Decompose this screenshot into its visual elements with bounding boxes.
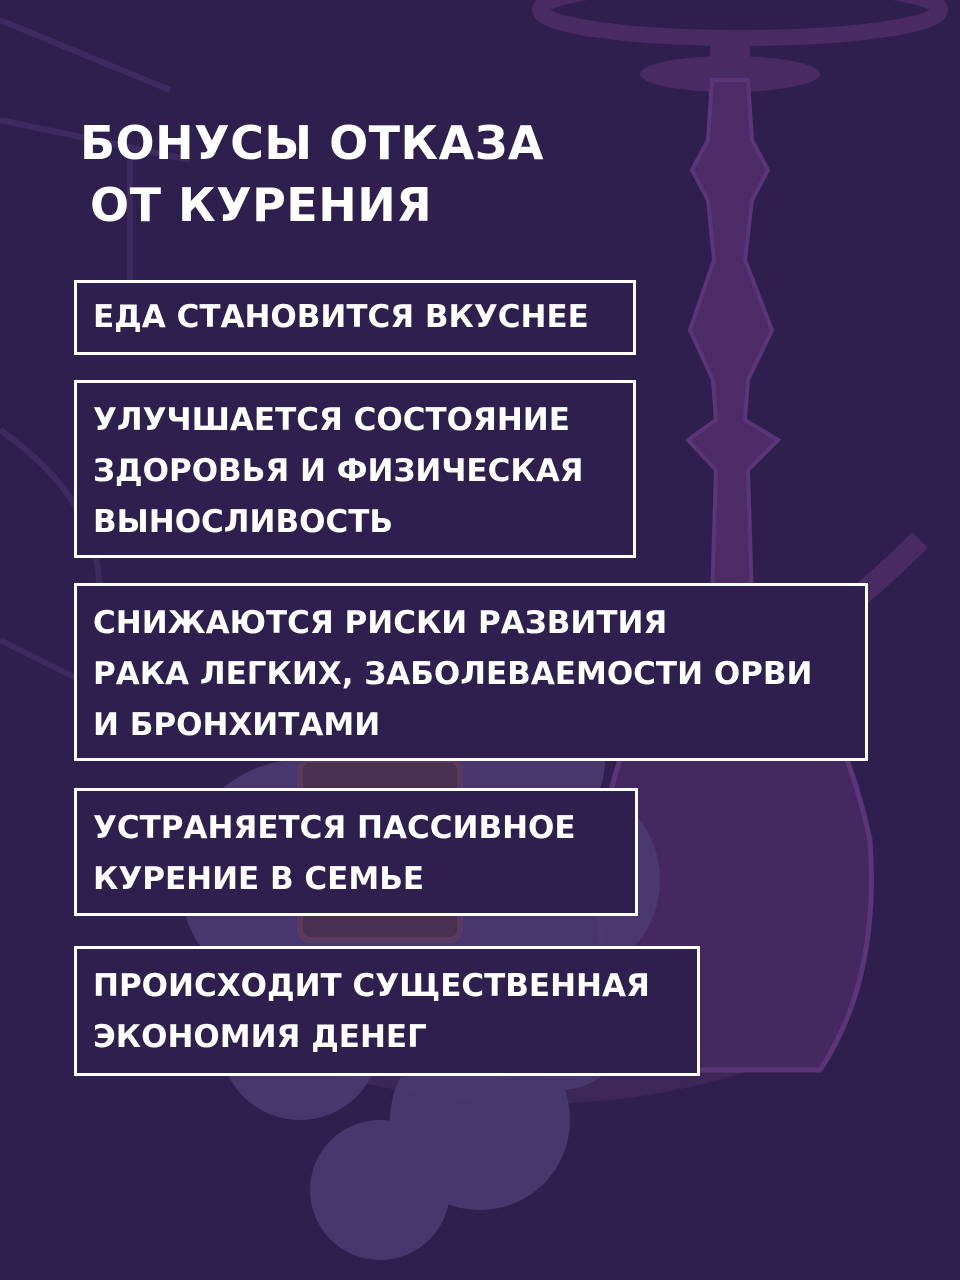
benefit-box-passive-smoking [74, 788, 638, 916]
title-line-1: БОНУСЫ ОТКАЗА [80, 116, 545, 170]
benefit-box-risks [74, 583, 868, 761]
benefit-box-taste [74, 280, 636, 355]
benefit-box-health [74, 380, 636, 558]
benefit-text: УСТРАНЯЕТСЯ ПАССИВНОЕ КУРЕНИЕ В СЕМЬЕ [93, 810, 576, 897]
title-line-2: ОТ КУРЕНИЯ [90, 178, 433, 232]
benefit-box-savings [74, 946, 700, 1076]
benefit-text: УЛУЧШАЕТСЯ СОСТОЯНИЕ ЗДОРОВЬЯ И ФИЗИЧЕСКАЯ ВЫНОСЛИВОСТЬ [93, 402, 584, 540]
benefit-text: ПРОИСХОДИТ СУЩЕСТВЕННАЯ ЭКОНОМИЯ ДЕНЕГ [93, 968, 650, 1055]
benefit-text: СНИЖАЮТСЯ РИСКИ РАЗВИТИЯ РАКА ЛЕГКИХ, ЗАБОЛЕВАЕМОСТИ ОРВИ И БРОНХИТАМИ [93, 605, 813, 743]
hookah-stem [688, 80, 778, 600]
benefit-text: ЕДА СТАНОВИТСЯ ВКУСНЕЕ [93, 299, 589, 335]
page-title [80, 112, 544, 236]
